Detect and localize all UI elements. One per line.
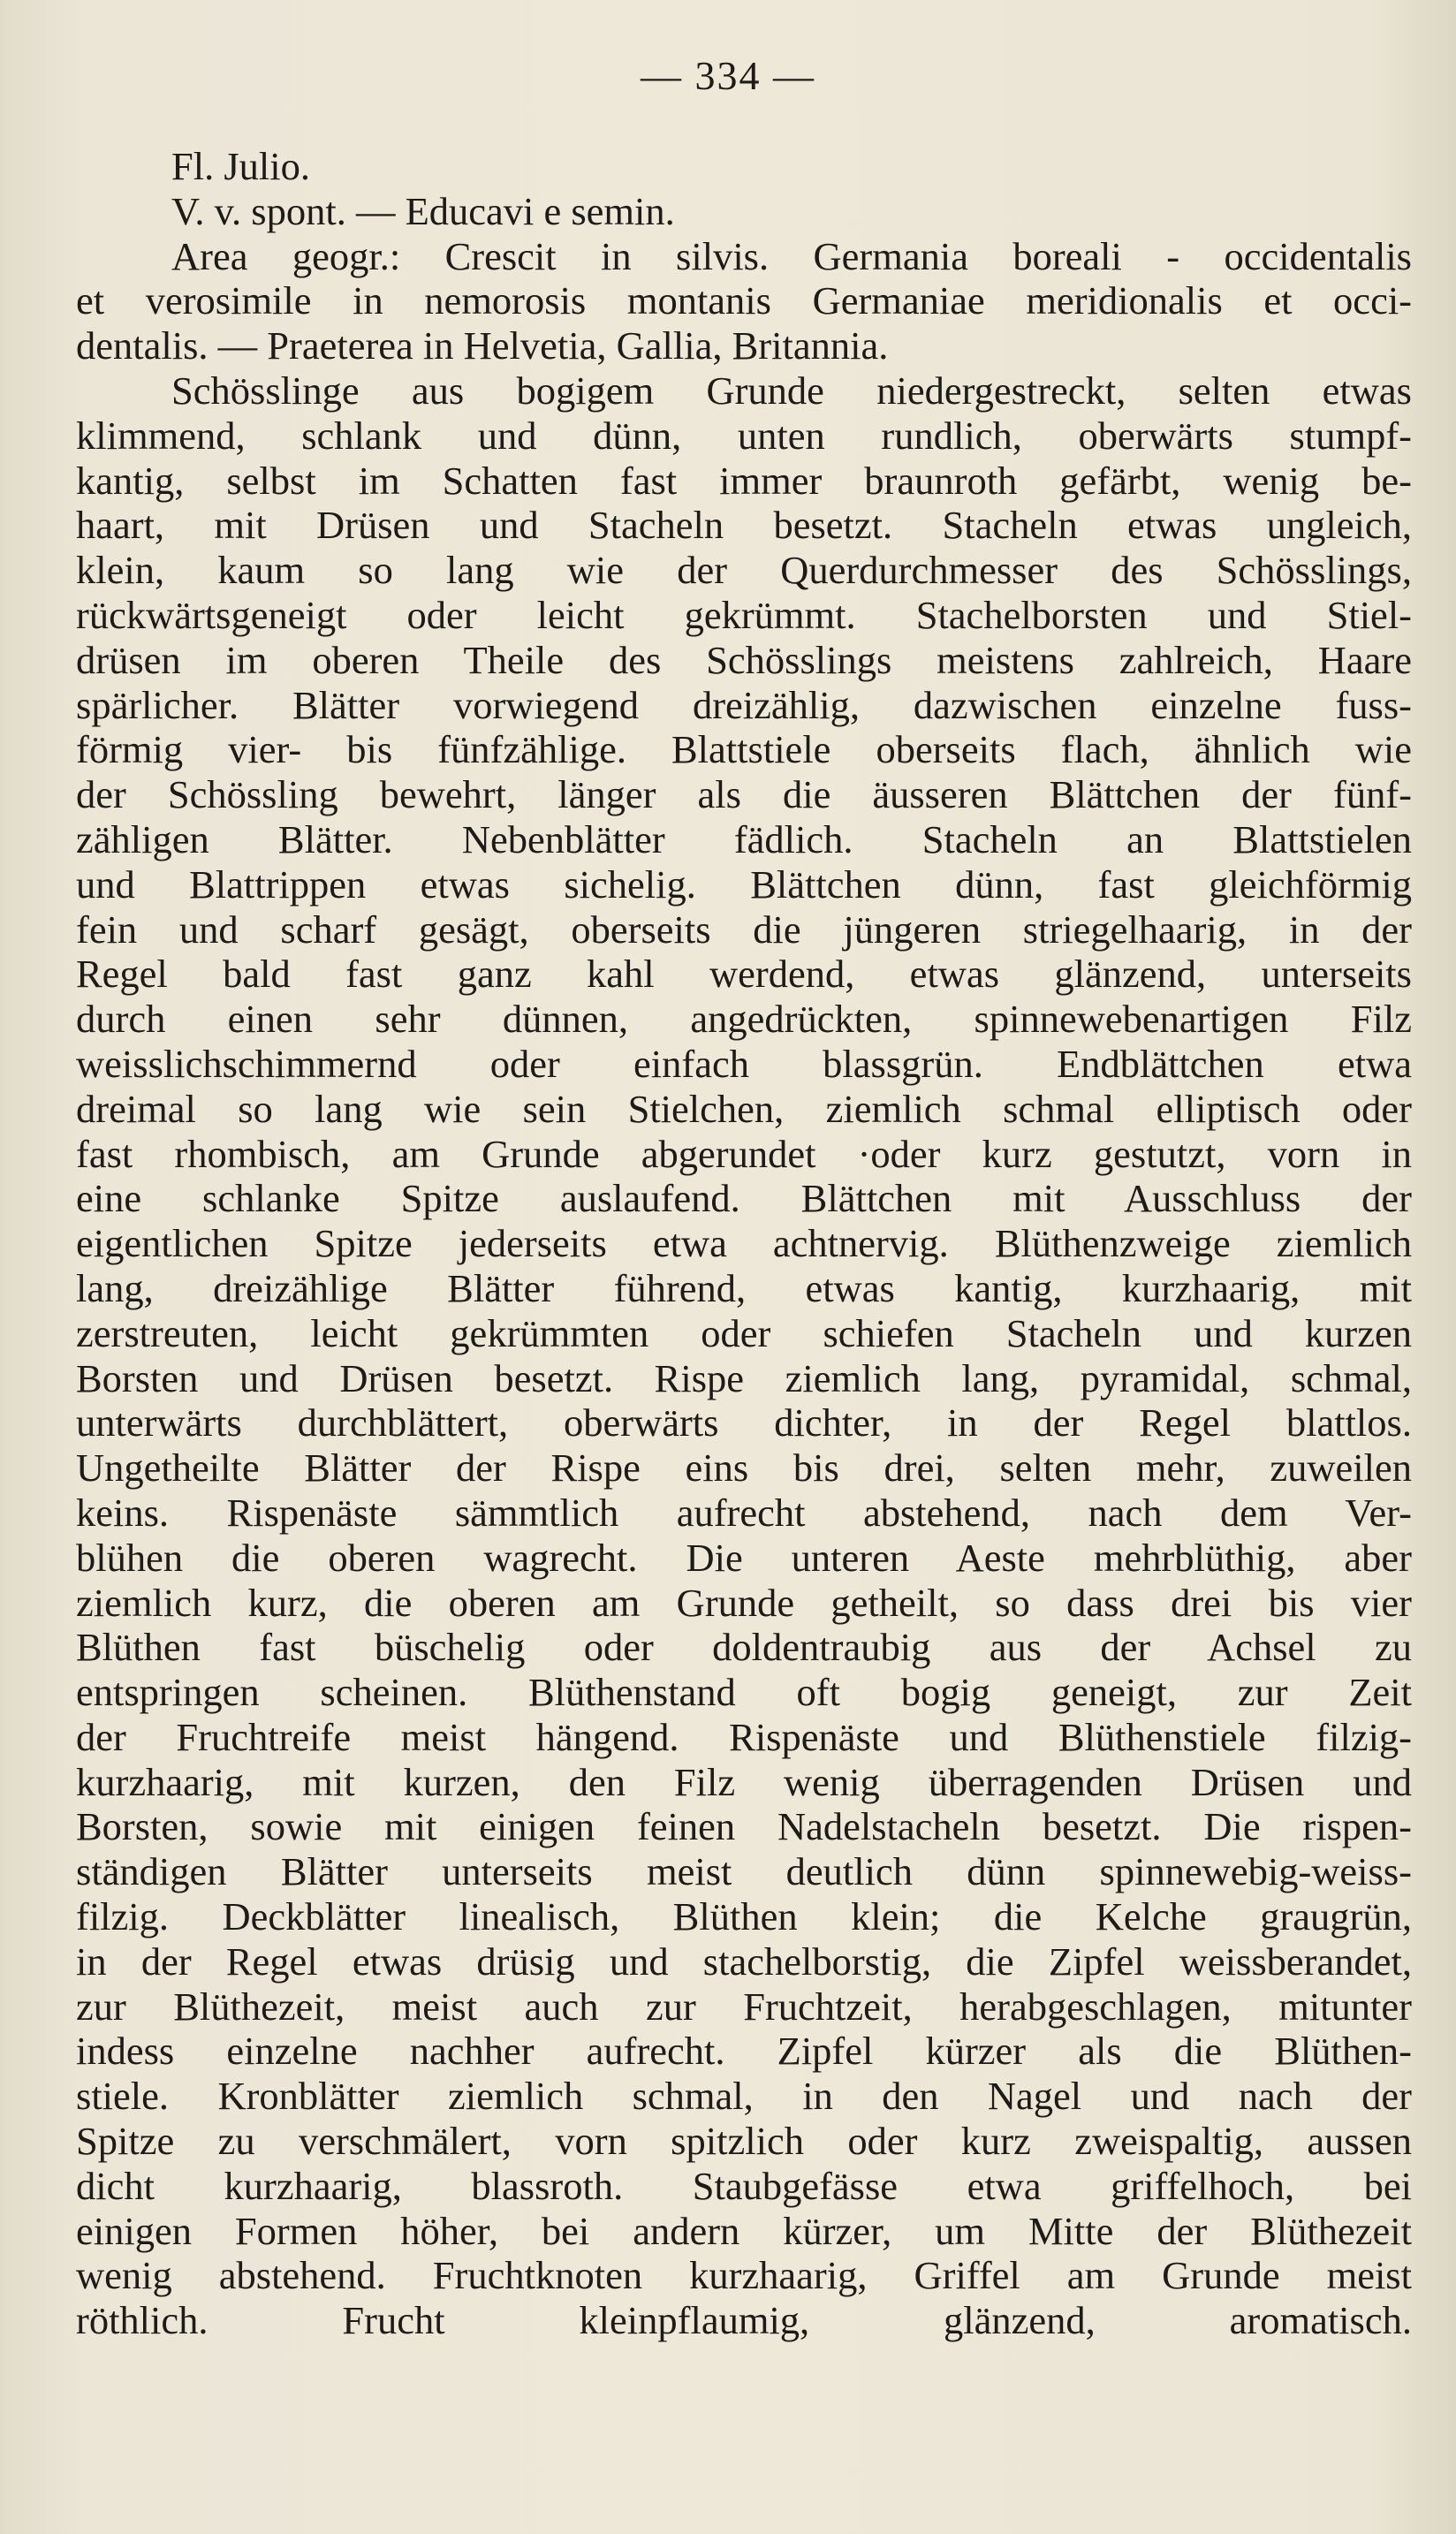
text-line: zur Blüthezeit, meist auch zur Fruchtzeit, herabgeschlagen, mitunter [76,1984,1412,2029]
text-line: rückwärtsgeneigt oder leicht gekrümmt. Stachelborsten und Stiel- [76,592,1412,637]
text-line: keins. Rispenäste sämmtlich aufrecht abstehend, nach dem Ver- [76,1490,1412,1535]
text-line: entspringen scheinen. Blüthenstand oft bogig geneigt, zur Zeit [76,1670,1412,1715]
text-line: der Schössling bewehrt, länger als die äusseren Blättchen der fünf- [76,772,1412,817]
text-line: in der Regel etwas drüsig und stachelborstig, die Zipfel weissberandet, [76,1938,1412,1984]
text-line: zerstreuten, leicht gekrümmten oder schiefen Stacheln und kurzen [76,1310,1412,1355]
text-line: klein, kaum so lang wie der Querdurchmesser des Schösslings, [76,548,1412,593]
text-line: Regel bald fast ganz kahl werdend, etwas glänzend, unterseits [76,952,1412,997]
text-line: ziemlich kurz, die oberen am Grunde getheilt, so dass drei bis vier [76,1580,1412,1625]
text-line: förmig vier- bis fünfzählige. Blattstiele oberseits flach, ähnlich wie [76,727,1412,772]
text-line: spärlicher. Blätter vorwiegend dreizählig, dazwischen einzelne fuss- [76,682,1412,727]
text-line: Borsten und Drüsen besetzt. Rispe ziemlich lang, pyramidal, schmal, [76,1355,1412,1400]
page-number: — 334 — [641,53,815,98]
text-line: kantig, selbst im Schatten fast immer braunroth gefärbt, wenig be- [76,458,1412,503]
text-line: ständigen Blätter unterseits meist deutlich dünn spinnewebig-weiss- [76,1849,1412,1894]
body-text [76,144,1412,2388]
text-line: et verosimile in nemorosis montanis Germaniae meridionalis et occi- [76,278,1412,323]
text-line: röthlich. Frucht kleinpflaumig, glänzend, aromatisch. [76,2298,1412,2343]
text-line: durch einen sehr dünnen, angedrückten, spinnewebenartigen Filz [76,997,1412,1042]
text-line: haart, mit Drüsen und Stacheln besetzt. Stacheln etwas ungleich, [76,503,1412,548]
text-line: drüsen im oberen Theile des Schösslings meistens zahlreich, Haare [76,637,1412,682]
text-line: Blüthen fast büschelig oder doldentraubig aus der Achsel zu [76,1625,1412,1670]
text-line: wenig abstehend. Fruchtknoten kurzhaarig, Griffel am Grunde meist [76,2253,1412,2298]
text-line: Spitze zu verschmälert, vorn spitzlich oder kurz zweispaltig, aussen [76,2119,1412,2164]
text-line: Ungetheilte Blätter der Rispe eins bis drei, selten mehr, zuweilen [76,1445,1412,1491]
text-line: eine schlanke Spitze auslaufend. Blättchen mit Ausschluss der [76,1176,1412,1221]
text-line: fast rhombisch, am Grunde abgerundet ·oder kurz gestutzt, vorn in [76,1131,1412,1176]
text-line: filzig. Deckblätter linealisch, Blüthen klein; die Kelche graugrün, [76,1894,1412,1939]
text-line [76,2343,1412,2388]
text-line: unterwärts durchblättert, oberwärts dichter, in der Regel blattlos. [76,1400,1412,1445]
text-line: dicht kurzhaarig, blassroth. Staubgefässe etwa griffelhoch, bei [76,2163,1412,2208]
text-line: Fl. Julio. [171,144,311,188]
text-line: und Blattrippen etwas sichelig. Blättchen dünn, fast gleichförmig [76,861,1412,907]
text-line: einigen Formen höher, bei andern kürzer, um Mitte der Blüthezeit [76,2208,1412,2253]
text-line: indess einzelne nachher aufrecht. Zipfel kürzer als die Blüthen- [76,2029,1412,2074]
text-line: klimmend, schlank und dünn, unten rundlich, oberwärts stumpf- [76,413,1412,458]
text-line: fein und scharf gesägt, oberseits die jüngeren striegelhaarig, in der [76,907,1412,952]
text-line: der Fruchtreife meist hängend. Rispenäste und Blüthenstiele filzig- [76,1714,1412,1759]
text-line: weisslichschimmernd oder einfach blassgrün. Endblättchen etwa [76,1041,1412,1086]
text-line: V. v. spont. — Educavi e semin. [171,188,675,233]
text-line: lang, dreizählige Blätter führend, etwas kantig, kurzhaarig, mit [76,1265,1412,1310]
text-line: dentalis. — Praeterea in Helvetia, Gallia, Britannia. [76,323,889,368]
text-line: stiele. Kronblätter ziemlich schmal, in den Nagel und nach der [76,2074,1412,2119]
text-line: Area geogr.: Crescit in silvis. Germania boreali - occidentalis [171,233,1412,278]
text-line: Schösslinge aus bogigem Grunde niedergestreckt, selten etwas [171,368,1412,413]
text-line: dreimal so lang wie sein Stielchen, ziemlich schmal elliptisch oder [76,1086,1412,1131]
text-line: blühen die oberen wagrecht. Die unteren Aeste mehrblüthig, aber [76,1535,1412,1580]
text-line: zähligen Blätter. Nebenblätter fädlich. Stacheln an Blattstielen [76,816,1412,861]
text-line: kurzhaarig, mit kurzen, den Filz wenig überragenden Drüsen und [76,1759,1412,1804]
text-line: eigentlichen Spitze jederseits etwa achtnervig. Blüthenzweige ziemlich [76,1221,1412,1266]
text-line: Borsten, sowie mit einigen feinen Nadelstacheln besetzt. Die rispen- [76,1804,1412,1849]
